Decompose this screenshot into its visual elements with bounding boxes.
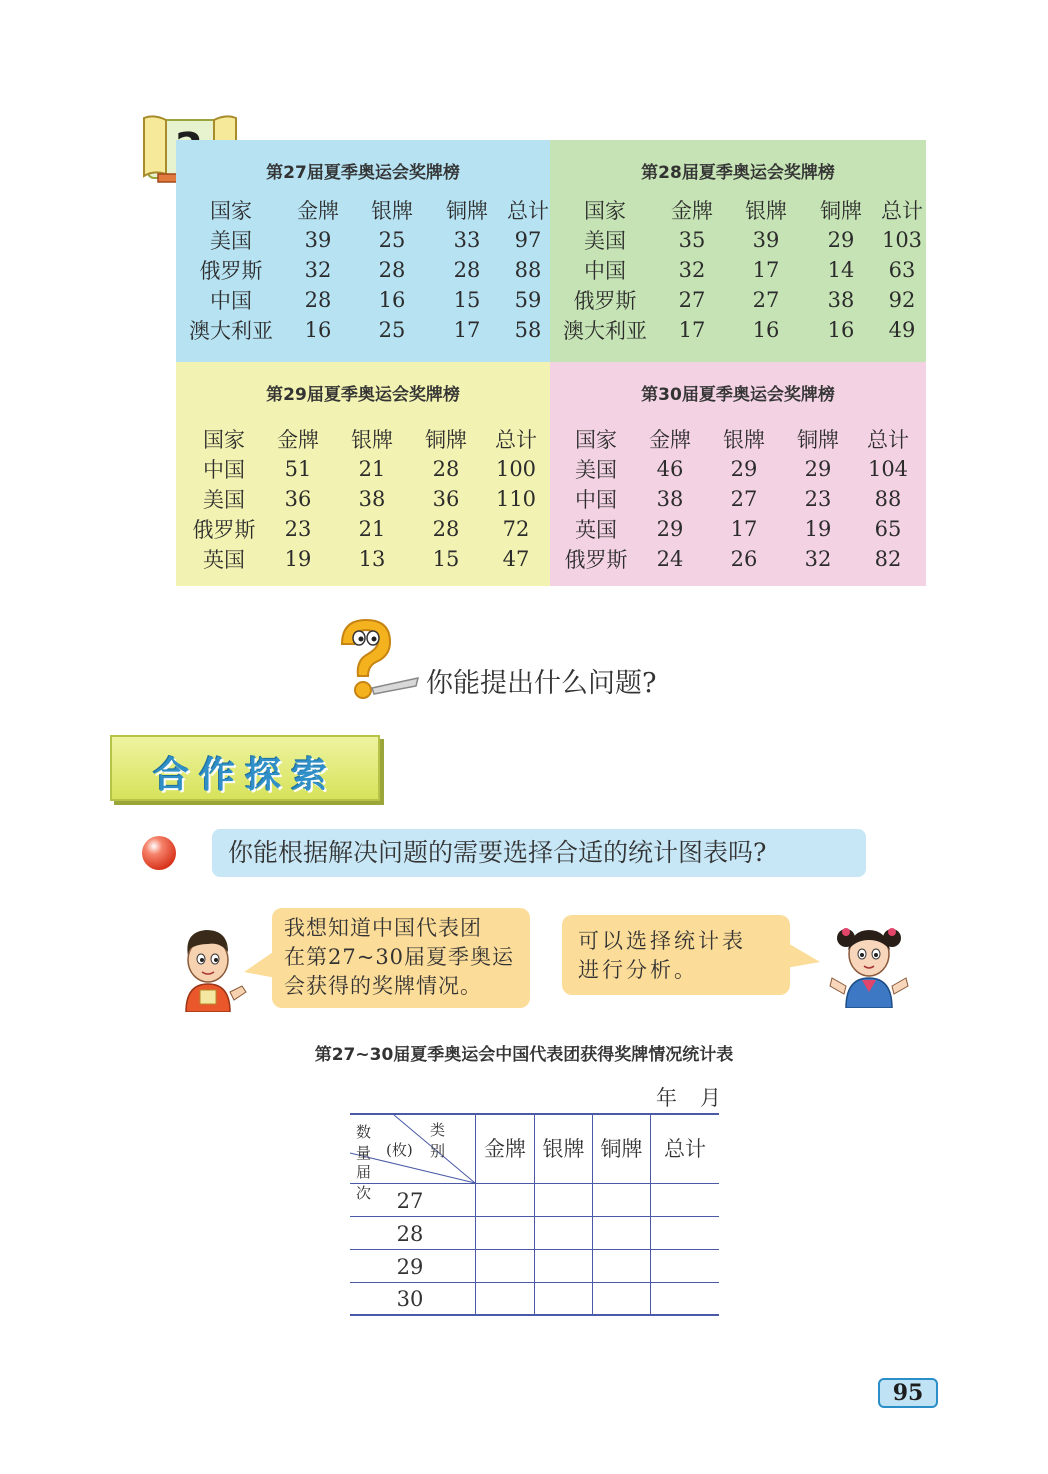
table-row	[554, 285, 926, 315]
girl-speech-bubble	[562, 915, 790, 995]
corner-session: 届次	[356, 1163, 372, 1202]
session-label: 27	[396, 1189, 424, 1213]
value-cell: 72	[502, 517, 530, 541]
value-cell: 46	[656, 457, 684, 481]
country-cell: 美国	[210, 229, 252, 253]
medal-table	[180, 195, 552, 345]
header-cell: 国家	[203, 428, 245, 452]
table-row	[180, 255, 552, 285]
value-cell: 38	[827, 288, 855, 312]
table-row	[180, 225, 552, 255]
board-title: 第29届夏季奥运会奖牌榜	[266, 385, 460, 405]
country-cell: 中国	[210, 289, 252, 313]
value-cell: 15	[453, 288, 481, 312]
value-cell: 16	[752, 318, 780, 342]
value-cell: 14	[827, 258, 855, 282]
corner-unit: (枚)	[386, 1141, 413, 1159]
value-cell: 29	[827, 228, 855, 252]
country-cell: 俄罗斯	[564, 548, 628, 572]
header-cell: 国家	[575, 428, 617, 452]
bubble-line: 我想知道中国代表团	[284, 916, 482, 940]
value-cell: 24	[656, 547, 684, 571]
question-mark-icon	[328, 616, 420, 700]
value-cell: 28	[432, 457, 460, 481]
value-cell: 38	[656, 487, 684, 511]
header-cell: 铜牌	[446, 199, 488, 223]
bubble-line: 会获得的奖牌情况。	[284, 974, 482, 998]
value-cell: 88	[514, 258, 542, 282]
value-cell: 35	[678, 228, 706, 252]
table-row	[186, 484, 550, 514]
value-cell: 17	[730, 517, 758, 541]
medal-table	[558, 424, 922, 574]
value-cell: 27	[730, 487, 758, 511]
value-cell: 33	[453, 228, 481, 252]
value-cell: 32	[304, 258, 332, 282]
header-cell: 铜牌	[820, 199, 862, 223]
value-cell: 110	[495, 487, 537, 511]
header-cell: 铜牌	[797, 428, 839, 452]
header-cell: 国家	[210, 199, 252, 223]
boy-speech-bubble	[272, 908, 530, 1008]
medal-board-27	[176, 140, 550, 362]
header-row	[554, 195, 926, 225]
session-label: 28	[396, 1222, 424, 1246]
country-cell: 美国	[203, 488, 245, 512]
country-cell: 美国	[584, 229, 626, 253]
table-row	[554, 225, 926, 255]
country-cell: 俄罗斯	[199, 259, 263, 283]
header-cell: 总计	[507, 199, 549, 223]
bubble-line: 进行分析。	[578, 958, 698, 982]
value-cell: 36	[432, 487, 460, 511]
header-row	[180, 195, 552, 225]
value-cell: 26	[730, 547, 758, 571]
section-title-box	[110, 735, 380, 801]
table-row	[186, 544, 550, 574]
prompt-bar: 你能根据解决问题的需要选择合适的统计图表吗?	[212, 829, 866, 877]
value-cell: 39	[304, 228, 332, 252]
value-cell: 28	[453, 258, 481, 282]
page-number: 95	[878, 1378, 938, 1408]
stats-table-title: 第27~30届夏季奥运会中国代表团获得奖牌情况统计表	[314, 1045, 734, 1065]
red-ball-icon	[140, 834, 178, 872]
header-cell: 国家	[584, 199, 626, 223]
country-cell: 美国	[575, 458, 617, 482]
boy-character-icon	[176, 926, 250, 1012]
column-header: 金牌	[484, 1137, 526, 1161]
session-label: 30	[396, 1287, 424, 1311]
header-cell: 金牌	[277, 428, 319, 452]
value-cell: 36	[284, 487, 312, 511]
value-cell: 100	[495, 457, 537, 481]
medal-table	[186, 424, 550, 574]
value-cell: 63	[888, 258, 916, 282]
value-cell: 39	[752, 228, 780, 252]
bubble-tail-icon	[786, 942, 820, 972]
table-row	[554, 255, 926, 285]
value-cell: 16	[304, 318, 332, 342]
table-row	[180, 315, 552, 345]
column-header: 银牌	[542, 1137, 585, 1161]
value-cell: 15	[432, 547, 460, 571]
value-cell: 13	[358, 547, 386, 571]
value-cell: 23	[804, 487, 832, 511]
table-row	[554, 315, 926, 345]
value-cell: 47	[502, 547, 530, 571]
country-cell: 中国	[584, 259, 626, 283]
country-cell: 澳大利亚	[563, 319, 647, 343]
table-row	[186, 514, 550, 544]
value-cell: 27	[752, 288, 780, 312]
table-row	[558, 484, 922, 514]
value-cell: 65	[874, 517, 902, 541]
value-cell: 32	[678, 258, 706, 282]
value-cell: 103	[881, 228, 923, 252]
medal-board-28	[550, 140, 926, 362]
country-cell: 中国	[203, 458, 245, 482]
country-cell: 英国	[575, 518, 617, 542]
bubble-line: 在第27~30届夏季奥运	[284, 945, 515, 969]
girl-character-icon	[826, 920, 912, 1008]
value-cell: 97	[514, 228, 542, 252]
header-cell: 总计	[495, 428, 537, 452]
value-cell: 16	[378, 288, 406, 312]
value-cell: 58	[514, 318, 542, 342]
country-cell: 俄罗斯	[573, 289, 637, 313]
header-cell: 银牌	[371, 199, 413, 223]
value-cell: 28	[432, 517, 460, 541]
table-row	[558, 454, 922, 484]
country-cell: 俄罗斯	[192, 518, 256, 542]
value-cell: 82	[874, 547, 902, 571]
board-title: 第28届夏季奥运会奖牌榜	[641, 163, 835, 183]
session-label: 29	[396, 1255, 424, 1279]
corner-category: 类别	[430, 1121, 446, 1160]
date-label: 年 月	[656, 1086, 722, 1110]
bubble-line: 可以选择统计表	[578, 929, 746, 953]
value-cell: 49	[888, 318, 916, 342]
medal-board-30	[550, 362, 926, 586]
header-row	[186, 424, 550, 454]
value-cell: 21	[358, 517, 386, 541]
header-cell: 金牌	[649, 428, 691, 452]
column-header: 总计	[664, 1137, 706, 1161]
medal-table	[554, 195, 926, 345]
medal-board-29	[176, 362, 550, 586]
header-cell: 铜牌	[425, 428, 467, 452]
value-cell: 51	[284, 457, 312, 481]
table-row	[180, 285, 552, 315]
value-cell: 32	[804, 547, 832, 571]
value-cell: 19	[804, 517, 832, 541]
value-cell: 29	[730, 457, 758, 481]
value-cell: 17	[678, 318, 706, 342]
header-cell: 金牌	[671, 199, 713, 223]
header-cell: 银牌	[351, 428, 393, 452]
table-row	[186, 454, 550, 484]
board-title: 第30届夏季奥运会奖牌榜	[641, 385, 835, 405]
value-cell: 29	[656, 517, 684, 541]
header-cell: 银牌	[723, 428, 765, 452]
value-cell: 21	[358, 457, 386, 481]
value-cell: 88	[874, 487, 902, 511]
value-cell: 92	[888, 288, 916, 312]
country-cell: 澳大利亚	[189, 319, 273, 343]
header-cell: 金牌	[297, 199, 339, 223]
question-text: 你能提出什么问题?	[426, 668, 657, 699]
value-cell: 28	[304, 288, 332, 312]
section-title: 合作探索	[152, 755, 337, 796]
header-cell: 银牌	[745, 199, 787, 223]
column-header: 铜牌	[600, 1137, 643, 1161]
table-row	[558, 514, 922, 544]
value-cell: 28	[378, 258, 406, 282]
value-cell: 104	[867, 457, 909, 481]
value-cell: 25	[378, 318, 406, 342]
value-cell: 19	[284, 547, 312, 571]
table-row	[558, 544, 922, 574]
value-cell: 23	[284, 517, 312, 541]
board-title: 第27届夏季奥运会奖牌榜	[266, 163, 460, 183]
value-cell: 17	[453, 318, 481, 342]
value-cell: 38	[358, 487, 386, 511]
value-cell: 59	[514, 288, 542, 312]
value-cell: 17	[752, 258, 780, 282]
header-cell: 总计	[867, 428, 909, 452]
corner-quantity: 数量	[356, 1123, 372, 1162]
header-row	[558, 424, 922, 454]
value-cell: 27	[678, 288, 706, 312]
country-cell: 中国	[575, 488, 617, 512]
value-cell: 16	[827, 318, 855, 342]
header-cell: 总计	[881, 199, 923, 223]
value-cell: 29	[804, 457, 832, 481]
country-cell: 英国	[203, 548, 245, 572]
value-cell: 25	[378, 228, 406, 252]
